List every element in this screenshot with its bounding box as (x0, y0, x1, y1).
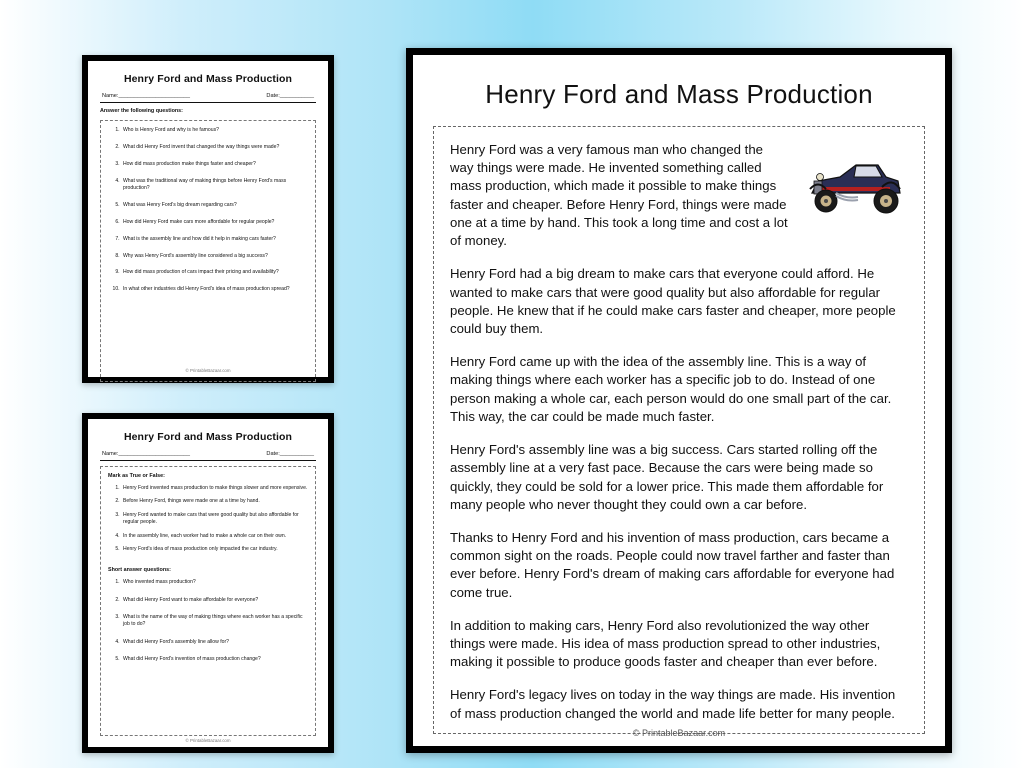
reading-passage-page (413, 55, 945, 746)
worksheet-truefalse-card[interactable] (82, 413, 334, 753)
page-title: Henry Ford and Mass Production (485, 79, 873, 109)
list-item: 8. Why was Henry Ford's assembly line considered a big success? (121, 253, 308, 260)
worksheet-questions-page (88, 61, 328, 377)
passage-paragraph: In addition to making cars, Henry Ford also revolutionized the way other things were made. His idea of mass production spread to other industries, making it possible to produce goods faster and cheaper than ever before. (450, 617, 881, 670)
passage-paragraph: Henry Ford was a very famous man who changed the way things were made. He invented something called mass production, which made it possible to make things faster and cheaper. Before Henry Ford, things were made one at a time by hand. This took a long time and cost a lot of money. (450, 142, 788, 249)
shortanswer-list (108, 579, 308, 663)
passage-footer: © PrintableBazaar.com (632, 728, 726, 738)
date-field-label: Date:___________ (266, 451, 314, 457)
list-item: 2. What did Henry Ford want to make affordable for everyone? (121, 597, 308, 604)
questions-dashed-box (100, 120, 316, 382)
list-item: 7. What is the assembly line and how did it help in making cars faster? (121, 236, 308, 243)
name-field-label: Name:_______________________ (102, 93, 191, 99)
name-date-row (100, 93, 316, 103)
list-item: 5. Henry Ford's idea of mass production only impacted the car industry. (121, 546, 308, 553)
list-item: 2. Before Henry Ford, things were made one at a time by hand. (121, 498, 308, 505)
list-item: 4. What did Henry Ford's assembly line allow for? (121, 639, 308, 646)
list-item: 3. What is the name of the way of making things where each worker has a specific job to do? (121, 614, 308, 629)
vintage-car-illustration (800, 143, 908, 223)
list-item: 1. Henry Ford invented mass production to make things slower and more expensive. (121, 485, 308, 492)
list-item: 6. How did Henry Ford make cars more affordable for regular people? (121, 219, 308, 226)
truefalse-section-heading: Mark as True or False: (108, 473, 165, 479)
list-item: 10. In what other industries did Henry Ford's idea of mass production spread? (121, 286, 308, 293)
worksheet-truefalse-footer: © PrintableBazaar.com (185, 738, 231, 743)
list-item: 2. What did Henry Ford invent that changed the way things were made? (121, 144, 308, 151)
reading-passage-card[interactable] (406, 48, 952, 753)
list-item: 1. Who invented mass production? (121, 579, 308, 586)
shortanswer-section-heading: Short answer questions: (108, 567, 171, 574)
truefalse-dashed-box (100, 466, 316, 736)
worksheet-questions-card[interactable] (82, 55, 334, 383)
name-field-label: Name:_______________________ (102, 451, 191, 457)
passage-dashed-box (433, 126, 925, 734)
passage-paragraph: Henry Ford's legacy lives on today in the way things are made. His invention of mass production changed the world and made life better for many people. (450, 687, 896, 721)
worksheet-questions-footer: © PrintableBazaar.com (185, 368, 231, 373)
worksheet-truefalse-title: Henry Ford and Mass Production (123, 431, 293, 443)
list-item: 3. Henry Ford wanted to make cars that were good quality but also affordable for regular people. (121, 512, 308, 527)
list-item: 9. How did mass production of cars impact their pricing and availability? (121, 269, 308, 276)
passage-paragraph: Thanks to Henry Ford and his invention of mass production, cars became a common sight on the roads. People could now travel farther and faster than ever before. Henry Ford's dream of making cars affordable for everyone had come true. (450, 529, 895, 600)
questions-list (108, 127, 308, 294)
questions-section-heading: Answer the following questions: (100, 108, 183, 114)
list-item: 1. Who is Henry Ford and why is he famous? (121, 127, 308, 134)
name-date-row (100, 451, 316, 461)
worksheet-questions-title: Henry Ford and Mass Production (123, 73, 293, 85)
list-item: 3. How did mass production make things faster and cheaper? (121, 161, 308, 168)
list-item: 5. What did Henry Ford's invention of mass production change? (121, 656, 308, 663)
list-item: 4. What was the traditional way of making things before Henry Ford's mass production? (121, 178, 308, 193)
passage-paragraph: Henry Ford came up with the idea of the assembly line. This is a way of making things where each worker has a specific job to do. Instead of one person making a whole car, each person would do one small part of the car. This way, the car could be made much faster. (450, 354, 892, 424)
list-item: 5. What was Henry Ford's big dream regarding cars? (121, 202, 308, 209)
passage-paragraph: Henry Ford's assembly line was a big success. Cars started rolling off the assembly line at a very fast pace. Because the cars were being made so quickly, they could be sold for a lower price. This made them affordable for many people who never thought they could own a car before. (450, 442, 884, 512)
worksheet-truefalse-page (88, 419, 328, 747)
list-item: 4. In the assembly line, each worker had to make a whole car on their own. (121, 533, 308, 540)
passage-paragraph: Henry Ford had a big dream to make cars that everyone could afford. He wanted to make cars that were good quality but also affordable for regular people. He knew that if he could make cars faster and cheaper, more people could buy them. (450, 266, 896, 336)
date-field-label: Date:___________ (266, 93, 314, 99)
truefalse-list (108, 485, 308, 553)
